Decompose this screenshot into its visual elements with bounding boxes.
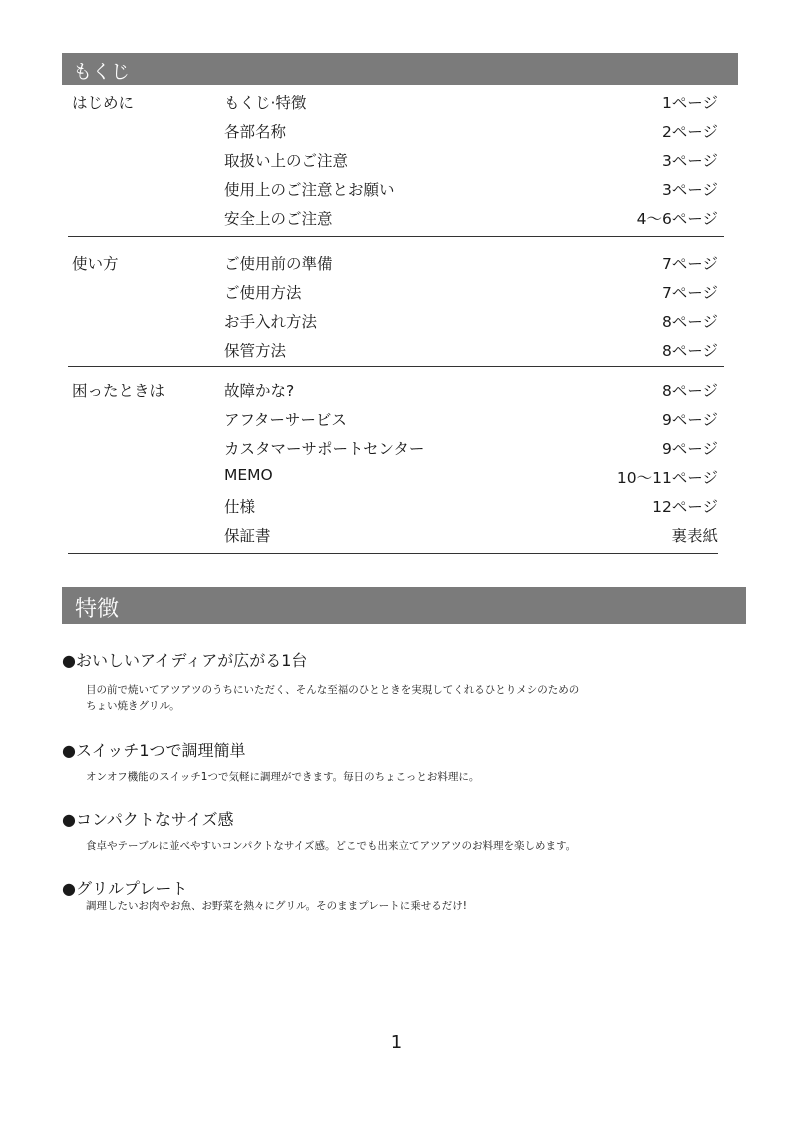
toc-entry[interactable]: 保管方法 8ページ	[224, 342, 718, 360]
feature-body-line: 調理したいお肉やお魚、お野菜を熱々にグリル。そのままプレートに乗せるだけ!	[86, 900, 467, 912]
toc-entry[interactable]: カスタマーサポートセンター 9ページ	[224, 440, 718, 458]
features-header-bar	[62, 587, 746, 624]
toc-entry[interactable]: MEMO 10〜11ページ	[224, 466, 718, 487]
toc-entry[interactable]: ご使用方法 7ページ	[224, 284, 718, 302]
toc-entry[interactable]: アフターサービス 9ページ	[224, 411, 718, 429]
features-title: 特徴	[75, 597, 120, 622]
toc-category: 使い方	[72, 255, 119, 273]
toc-entry[interactable]: 故障かな? 8ページ	[224, 382, 718, 400]
toc-divider	[68, 553, 718, 554]
feature-body-line: 食卓やテーブルに並べやすいコンパクトなサイズ感。どこでも出来立てアツアツのお料理を楽しめます。	[86, 840, 577, 852]
feature-body-line: オンオフ機能のスイッチ1つで気軽に調理ができます。毎日のちょこっとお料理に。	[86, 771, 480, 783]
toc-divider	[68, 366, 724, 367]
toc-category: 困ったときは	[72, 382, 166, 400]
toc-entry[interactable]: 取扱い上のご注意 3ページ	[224, 152, 718, 170]
toc-category: はじめに	[72, 94, 135, 112]
toc-header-bar	[62, 53, 738, 85]
feature-heading: ●スイッチ1つで調理簡単	[62, 741, 246, 760]
toc-entry[interactable]: 保証書 裏表紙	[224, 527, 718, 545]
toc-entry[interactable]: 仕様 12ページ	[224, 498, 718, 516]
feature-heading: ●おいしいアイディアが広がる1台	[62, 651, 308, 670]
page-number: 1	[390, 1032, 403, 1053]
feature-heading: ●グリルプレート	[62, 879, 188, 898]
toc-entry[interactable]: 各部名称 2ページ	[224, 123, 718, 141]
feature-body-line: 目の前で焼いてアツアツのうちにいただく、そんな至福のひとときを実現してくれるひとりメシのための	[86, 684, 580, 696]
feature-heading: ●コンパクトなサイズ感	[62, 810, 234, 829]
toc-title: もくじ	[73, 61, 131, 83]
toc-entry[interactable]: お手入れ方法 8ページ	[224, 313, 718, 331]
toc-divider	[68, 236, 724, 237]
toc-entry[interactable]: もくじ·特徴 1ページ	[224, 94, 718, 112]
toc-entry[interactable]: 使用上のご注意とお願い 3ページ	[224, 181, 718, 199]
toc-entry[interactable]: ご使用前の準備 7ページ	[224, 255, 718, 273]
toc-entry[interactable]: 安全上のご注意 4〜6ページ	[224, 210, 718, 228]
feature-body-line: ちょい焼きグリル。	[86, 700, 180, 712]
